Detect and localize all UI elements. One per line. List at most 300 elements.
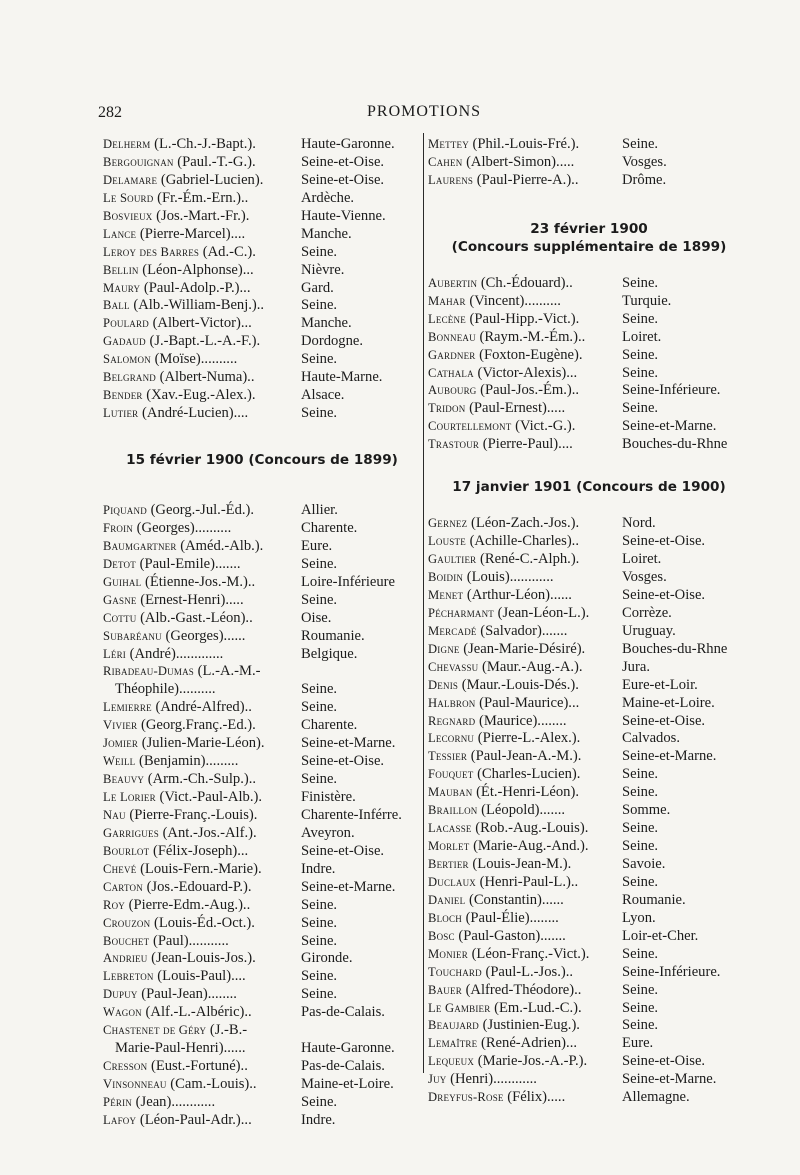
entry-spacer xyxy=(245,226,301,244)
entry-place: Seine. xyxy=(301,405,338,422)
entry-given-names: (Albert-Simon)..... xyxy=(466,153,575,170)
entry-surname: Vivier xyxy=(103,718,138,733)
entry-place: Eure. xyxy=(622,1035,654,1052)
entry-surname: Lemaître xyxy=(428,1036,478,1051)
entry-surname: Bosc xyxy=(428,928,455,943)
roster-entry xyxy=(428,1035,750,1053)
entry-surname: Bourlot xyxy=(103,843,150,858)
entry-surname: Salomon xyxy=(103,352,151,367)
entry-given-names: (Moïse).......... xyxy=(154,351,238,368)
entry-name xyxy=(428,418,575,436)
roster-entry xyxy=(428,695,750,713)
entry-spacer xyxy=(585,641,622,659)
entry-surname: Bouchet xyxy=(103,933,150,948)
roster-entry xyxy=(103,351,421,369)
entry-name xyxy=(103,520,231,538)
entry-name xyxy=(103,172,263,190)
entry-spacer xyxy=(252,699,301,717)
column-divider xyxy=(423,133,424,1073)
entry-spacer xyxy=(231,520,301,538)
entry-given-names: (Jos.-Mart.-Fr.). xyxy=(156,207,250,224)
entry-given-names: (Alb.-William-Benj.).. xyxy=(133,297,265,314)
entry-place: Pas-de-Calais. xyxy=(301,1004,385,1021)
entry-spacer xyxy=(572,587,622,605)
entry-name xyxy=(103,968,246,986)
entry-place: Charente. xyxy=(301,717,358,734)
entry-name xyxy=(428,1017,580,1035)
roster-entry xyxy=(428,856,750,874)
entry-spacer xyxy=(567,713,623,731)
entry-name xyxy=(428,275,573,293)
roster-entry xyxy=(428,1053,750,1071)
entry-surname: Lebreton xyxy=(103,969,154,984)
entry-spacer xyxy=(583,347,622,365)
roster-entry xyxy=(428,436,750,454)
entry-surname: Bender xyxy=(103,388,143,403)
entry-surname: Touchard xyxy=(428,964,482,979)
entry-name xyxy=(428,982,581,1000)
entry-surname: Wagon xyxy=(103,1005,142,1020)
entry-place: Seine-et-Oise. xyxy=(622,586,706,603)
roster-entry xyxy=(428,136,750,154)
entry-given-names: (André)............. xyxy=(129,645,224,662)
entry-place: Maine-et-Loire. xyxy=(622,694,715,711)
entry-given-names: (Maurice)........ xyxy=(478,712,567,729)
roster-entry xyxy=(103,933,421,951)
entry-name xyxy=(103,771,256,789)
entry-place: Seine-et-Marne. xyxy=(622,418,717,435)
entry-place: Seine. xyxy=(301,681,338,698)
entry-given-names: (Paul-Élie)........ xyxy=(465,909,559,926)
entry-place: Allemagne. xyxy=(622,1089,690,1106)
entry-spacer xyxy=(580,730,622,748)
entry-given-names: (Vict.-G.). xyxy=(515,418,576,435)
left-group-2 xyxy=(103,502,421,1130)
entry-surname: Poulard xyxy=(103,316,149,331)
roster-entry xyxy=(103,861,421,879)
entry-surname: Lacasse xyxy=(428,821,472,836)
entry-place: Seine-et-Oise. xyxy=(301,753,385,770)
entry-place: Seine. xyxy=(622,999,659,1016)
entry-spacer xyxy=(244,592,301,610)
entry-given-names: (Paul-Gaston)....... xyxy=(458,927,566,944)
entry-place: Gironde. xyxy=(301,950,353,967)
entry-given-names: (Victor-Alexis)... xyxy=(477,364,578,381)
roster-entry xyxy=(428,382,750,400)
entry-place: Seine-et-Oise. xyxy=(622,1053,706,1070)
entry-spacer xyxy=(589,605,622,623)
entry-surname: Pécharmant xyxy=(428,605,495,620)
roster-entry xyxy=(428,1071,750,1089)
entry-place: Calvados. xyxy=(622,730,680,747)
entry-given-names: (Paul.-T.-G.). xyxy=(177,153,256,170)
entry-given-names: (Jean-Marie-Désiré). xyxy=(463,640,586,657)
entry-name xyxy=(103,1004,252,1022)
entry-surname: Subaréanu xyxy=(103,628,162,643)
entry-surname: Bergouignan xyxy=(103,154,174,169)
entry-surname: Trastour xyxy=(428,437,480,452)
entry-given-names: (Cam.-Louis).. xyxy=(170,1076,257,1092)
section-heading-17-janvier-1901: 17 janvier 1901 (Concours de 1900) xyxy=(452,479,726,496)
entry-name xyxy=(103,226,245,244)
entry-given-names: (Arm.-Ch.-Sulp.).. xyxy=(147,771,256,788)
entry-name xyxy=(428,293,561,311)
entry-given-names: (Julien-Marie-Léon). xyxy=(141,735,265,752)
roster-entry xyxy=(103,950,421,968)
entry-spacer xyxy=(260,333,301,351)
entry-place: Seine-et-Marne. xyxy=(301,878,396,895)
roster-entry xyxy=(103,556,421,574)
entry-place: Seine. xyxy=(622,820,659,837)
entry-place: Seine. xyxy=(301,591,338,608)
entry-place: Roumanie. xyxy=(301,627,365,644)
entry-spacer xyxy=(229,933,301,951)
entry-surname: Juy xyxy=(428,1072,447,1087)
entry-given-names: (J.-B.- xyxy=(209,1022,248,1039)
roster-entry xyxy=(428,347,750,365)
entry-spacer xyxy=(223,646,301,664)
entry-spacer xyxy=(249,208,301,226)
entry-surname: Gardner xyxy=(428,347,476,362)
entry-given-names: (Félix-Joseph)... xyxy=(152,842,249,859)
entry-given-names: (Vincent).......... xyxy=(469,292,561,309)
roster-entry xyxy=(428,713,750,731)
entry-name xyxy=(103,592,244,610)
entry-name xyxy=(428,928,566,946)
entry-place: Seine. xyxy=(622,400,659,417)
entry-given-names: (Marie-Aug.-And.). xyxy=(473,838,589,855)
entry-surname: Nau xyxy=(103,807,126,822)
entry-place: Seine. xyxy=(622,784,659,801)
entry-name xyxy=(428,329,585,347)
entry-name xyxy=(428,1071,537,1089)
roster-entry xyxy=(428,964,750,982)
entry-surname: Digne xyxy=(428,641,460,656)
entry-surname: Le Gambier xyxy=(428,1000,491,1015)
entry-surname: Aubourg xyxy=(428,383,477,398)
roster-entry xyxy=(103,574,421,592)
entry-spacer xyxy=(537,1071,622,1089)
entry-spacer xyxy=(579,311,622,329)
roster-entry xyxy=(103,405,421,423)
entry-given-names: (Maur.-Aug.-A.). xyxy=(482,658,583,675)
entry-spacer xyxy=(262,789,301,807)
entry-name xyxy=(428,748,581,766)
roster-entry xyxy=(428,365,750,383)
entry-name xyxy=(103,1076,257,1094)
entry-spacer xyxy=(565,802,622,820)
entry-spacer xyxy=(250,897,301,915)
entry-name xyxy=(428,713,567,731)
section-subheading-concours-supplementaire: (Concours supplémentaire de 1899) xyxy=(451,238,727,255)
entry-place: Loire-Inférieure xyxy=(301,573,395,590)
roster-entry xyxy=(103,628,421,646)
roster-entry xyxy=(103,315,421,333)
entry-surname: Garrigues xyxy=(103,825,159,840)
entry-name xyxy=(428,605,589,623)
entry-spacer xyxy=(581,982,622,1000)
entry-spacer xyxy=(254,502,301,520)
entry-given-names: (Léon-Zach.-Jos.). xyxy=(470,515,580,532)
entry-spacer xyxy=(565,1089,622,1107)
entry-spacer xyxy=(252,315,301,333)
entry-place: Seine. xyxy=(622,838,659,855)
entry-surname: Piquand xyxy=(103,503,147,517)
roster-entry xyxy=(103,807,421,825)
entry-given-names: (René-C.-Alph.). xyxy=(480,551,580,568)
entry-given-names: (Jos.-Edouard-P.). xyxy=(146,878,252,895)
section-heading-23-fevrier-1900: 23 février 1900 xyxy=(530,220,648,237)
entry-spacer xyxy=(581,748,622,766)
entry-place: Alsace. xyxy=(301,387,345,404)
roster-entry xyxy=(103,915,421,933)
entry-given-names: (Ét.-Henri-Léon). xyxy=(476,784,579,801)
roster-entry xyxy=(428,605,750,623)
entry-place: Seine. xyxy=(301,932,338,949)
entry-given-names: (Ad.-C.). xyxy=(202,243,256,260)
entry-surname: Bellin xyxy=(103,262,139,277)
entry-spacer xyxy=(579,382,622,400)
entry-given-names: (Charles-Lucien). xyxy=(477,766,581,783)
entry-place: Haute-Marne. xyxy=(301,369,383,386)
roster-entry xyxy=(428,928,750,946)
entry-place: Oise. xyxy=(301,609,332,626)
roster-entry xyxy=(103,1094,421,1112)
entry-name xyxy=(103,681,216,699)
roster-entry xyxy=(103,226,421,244)
entry-place: Seine. xyxy=(622,136,659,152)
entry-surname: Périn xyxy=(103,1094,133,1109)
right-column xyxy=(428,136,750,1107)
entry-place: Uruguay. xyxy=(622,622,676,639)
entry-given-names: (Louis-Éd.-Oct.). xyxy=(153,914,255,931)
entry-name xyxy=(103,825,257,843)
entry-surname: Dupuy xyxy=(103,987,138,1002)
entry-spacer xyxy=(253,610,301,628)
entry-place: Eure. xyxy=(301,537,333,554)
entry-name xyxy=(428,1089,565,1107)
entry-place: Dordogne. xyxy=(301,333,364,350)
entry-name xyxy=(103,502,254,520)
entry-given-names: (Salvador)....... xyxy=(480,622,568,639)
entry-spacer xyxy=(587,1053,622,1071)
entry-given-names: (Fr.-Ém.-Ern.).. xyxy=(157,189,249,206)
entry-surname: Lutier xyxy=(103,406,139,421)
entry-surname: Delherm xyxy=(103,137,151,151)
right-group-2 xyxy=(428,275,750,454)
entry-spacer xyxy=(575,418,622,436)
roster-entry xyxy=(103,771,421,789)
roster-entry xyxy=(428,293,750,311)
entry-spacer xyxy=(559,910,622,928)
entry-surname: Mercadé xyxy=(428,623,477,638)
roster-entry xyxy=(428,802,750,820)
right-group-1 xyxy=(428,136,750,190)
entry-surname: Mahar xyxy=(428,293,466,308)
entry-given-names: (Jean-Léon-L.). xyxy=(497,604,590,621)
roster-entry xyxy=(103,369,421,387)
roster-entry xyxy=(428,659,750,677)
entry-name xyxy=(103,333,260,351)
roster-entry xyxy=(428,1017,750,1035)
entry-name xyxy=(103,1094,215,1112)
entry-spacer xyxy=(565,400,622,418)
entry-surname: Gernez xyxy=(428,516,468,531)
entry-spacer xyxy=(216,681,301,699)
entry-name xyxy=(103,717,256,735)
entry-given-names: (Pierre-Paul).... xyxy=(482,436,573,453)
entry-place: Belgique. xyxy=(301,645,358,662)
entry-name xyxy=(103,1022,247,1040)
entry-spacer xyxy=(583,659,622,677)
entry-name xyxy=(103,556,241,574)
entry-given-names: (Alb.-Gast.-Léon).. xyxy=(140,609,253,626)
entry-name xyxy=(428,766,580,784)
roster-entry xyxy=(103,387,421,405)
entry-place: Corrèze. xyxy=(622,604,672,621)
entry-given-names: (Rob.-Aug.-Louis). xyxy=(475,820,589,837)
entry-name xyxy=(103,297,264,315)
entry-place: Seine. xyxy=(301,555,338,572)
entry-surname: Gaultier xyxy=(428,552,477,567)
entry-name xyxy=(428,587,572,605)
entry-spacer xyxy=(256,950,301,968)
roster-entry xyxy=(428,551,750,569)
entry-surname: Ball xyxy=(103,298,130,313)
entry-place: Vosges. xyxy=(622,153,667,170)
entry-spacer xyxy=(561,293,622,311)
entry-surname: Tridon xyxy=(428,401,466,416)
entry-place: Loiret. xyxy=(622,551,662,568)
entry-spacer xyxy=(252,1004,301,1022)
entry-given-names: (Louis-Jean-M.). xyxy=(472,856,572,872)
entry-spacer xyxy=(263,538,301,556)
entry-place: Eure-et-Loir. xyxy=(622,676,698,693)
entry-name xyxy=(103,789,262,807)
entry-name xyxy=(428,964,573,982)
entry-name xyxy=(103,136,256,154)
entry-spacer xyxy=(263,172,301,190)
entry-place: Loir-et-Cher. xyxy=(622,927,699,944)
entry-name xyxy=(428,802,565,820)
entry-name xyxy=(103,843,248,861)
roster-entry xyxy=(103,280,421,298)
entry-name xyxy=(103,262,254,280)
entry-name xyxy=(428,623,567,641)
entry-spacer xyxy=(257,1076,301,1094)
roster-entry xyxy=(103,753,421,771)
entry-given-names: (Albert-Numa).. xyxy=(159,369,255,386)
entry-spacer xyxy=(247,1022,301,1040)
entry-spacer xyxy=(264,297,301,315)
right-group-3 xyxy=(428,515,750,1107)
roster-entry xyxy=(428,569,750,587)
entry-given-names: (Pierre-Franç.-Louis). xyxy=(129,806,258,823)
roster-entry xyxy=(103,968,421,986)
entry-surname: Lance xyxy=(103,226,137,241)
entry-given-names: Théophile).......... xyxy=(115,681,216,698)
entry-spacer xyxy=(260,663,301,681)
roster-entry xyxy=(428,275,750,293)
entry-surname: Morlet xyxy=(428,839,470,854)
entry-spacer xyxy=(566,928,622,946)
roster-entry xyxy=(103,663,421,681)
entry-given-names: (Georg.-Jul.-Éd.). xyxy=(150,502,255,518)
entry-surname: Delamare xyxy=(103,172,158,187)
entry-given-names: (Ernest-Henri)..... xyxy=(140,591,244,608)
entry-spacer xyxy=(241,556,301,574)
entry-place: Seine-et-Oise. xyxy=(301,171,385,188)
entry-surname: Jomier xyxy=(103,736,139,751)
entry-place: Seine-et-Marne. xyxy=(301,735,396,752)
entry-name xyxy=(428,436,573,454)
entry-place: Pas-de-Calais. xyxy=(301,1058,385,1075)
entry-name xyxy=(428,784,579,802)
entry-spacer xyxy=(579,677,622,695)
roster-entry xyxy=(428,154,750,172)
entry-name xyxy=(103,351,237,369)
roster-entry xyxy=(103,1022,421,1040)
entry-given-names: (Vict.-Paul-Alb.). xyxy=(159,789,262,805)
roster-entry xyxy=(103,1004,421,1022)
roster-entry xyxy=(103,646,421,664)
entry-name xyxy=(103,610,253,628)
roster-entry xyxy=(428,641,750,659)
entry-spacer xyxy=(248,405,301,423)
entry-given-names: (Georges)...... xyxy=(165,627,246,644)
entry-name xyxy=(103,663,260,681)
entry-surname: Louste xyxy=(428,534,466,549)
entry-name xyxy=(428,533,579,551)
entry-name xyxy=(428,856,571,874)
entry-place: Seine. xyxy=(301,986,338,1003)
entry-name xyxy=(103,1112,252,1130)
entry-given-names: (Paul-Jean-A.-M.). xyxy=(470,748,582,765)
entry-place: Seine. xyxy=(301,297,338,314)
entry-surname: Denis xyxy=(428,677,459,692)
entry-given-names: (Louis)............ xyxy=(466,569,554,585)
entry-place: Manche. xyxy=(301,315,352,332)
entry-spacer xyxy=(589,838,622,856)
roster-entry xyxy=(428,874,750,892)
roster-entry xyxy=(428,515,750,533)
entry-surname: Lemierre xyxy=(103,700,152,715)
roster-entry xyxy=(428,946,750,964)
entry-place: Loiret. xyxy=(622,328,662,345)
entry-surname: Chastenet de Géry xyxy=(103,1023,207,1038)
entry-given-names: Marie-Paul-Henri)...... xyxy=(115,1040,246,1057)
entry-surname: Chevé xyxy=(103,861,137,876)
entry-given-names: (Léon-Paul-Adr.)... xyxy=(139,1111,252,1128)
entry-spacer xyxy=(554,569,623,587)
entry-place: Aveyron. xyxy=(301,824,355,841)
entry-name xyxy=(103,154,256,172)
entry-surname: Belgrand xyxy=(103,370,156,385)
entry-given-names: (Pierre-Marcel).... xyxy=(139,225,246,242)
entry-place: Manche. xyxy=(301,225,352,242)
entry-place: Seine. xyxy=(622,873,659,890)
entry-place: Seine. xyxy=(622,766,659,783)
entry-given-names: (Eust.-Fortuné).. xyxy=(150,1058,248,1075)
entry-surname: Cottu xyxy=(103,610,137,625)
entry-name xyxy=(428,659,583,677)
entry-place: Seine. xyxy=(622,981,659,998)
entry-place: Haute-Vienne. xyxy=(301,207,386,224)
entry-given-names: (Paul-Adolp.-P.)... xyxy=(143,279,251,296)
entry-surname: Carton xyxy=(103,879,143,894)
entry-name xyxy=(103,1058,248,1076)
entry-name xyxy=(428,551,579,569)
